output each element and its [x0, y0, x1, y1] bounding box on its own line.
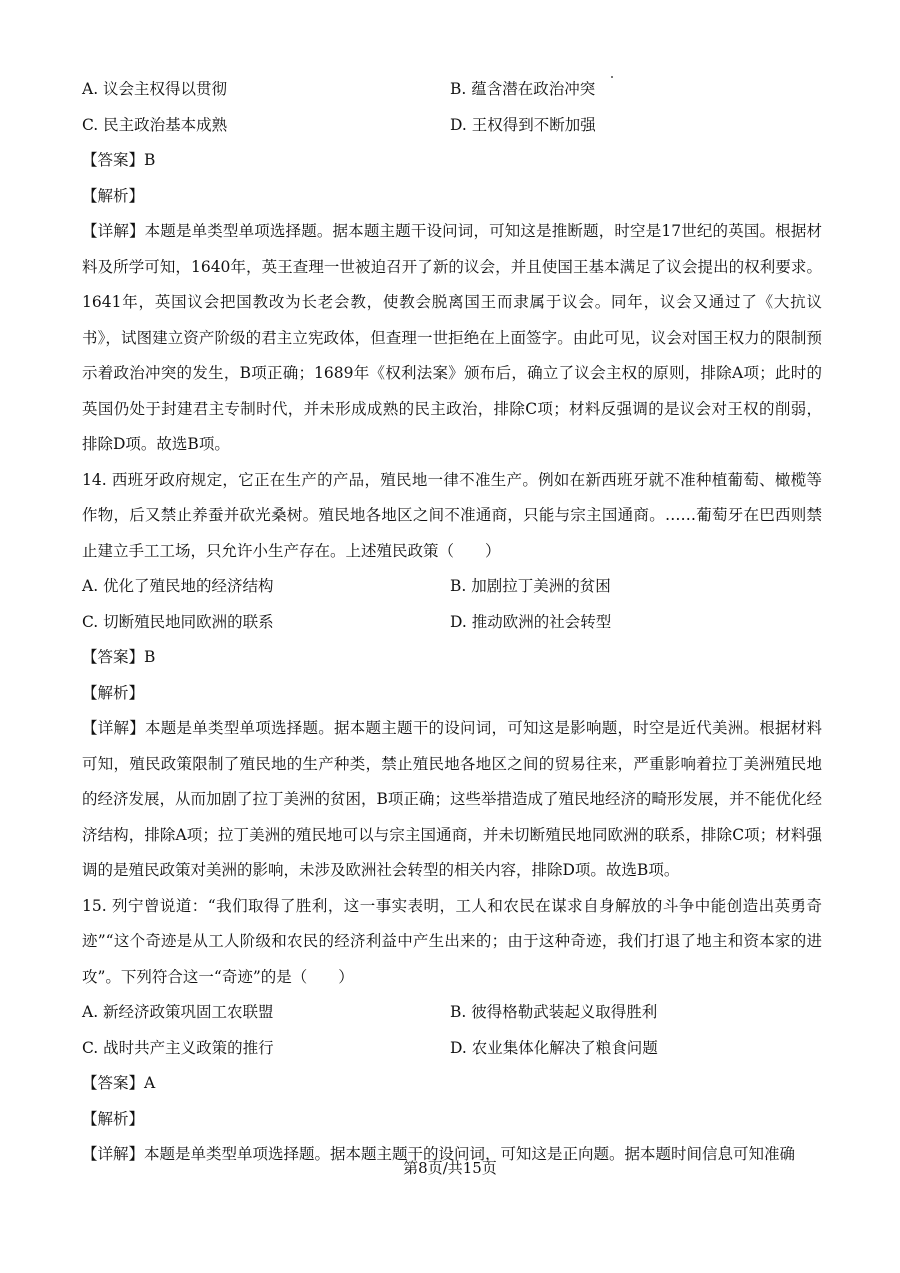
q15-answer: 【答案】A [82, 1074, 156, 1092]
page-footer: 第8页/共15页 [403, 1159, 497, 1177]
q14-option-a: A. 优化了殖民地的经济结构 [82, 577, 274, 595]
q13-option-a: A. 议会主权得以贯彻 [82, 80, 228, 98]
q13-analysis-label: 【解析】 [82, 186, 145, 205]
q13-answer: 【答案】B [82, 151, 156, 169]
q13-options-row-1 [82, 72, 822, 108]
q14-analysis-label: 【解析】 [82, 683, 145, 702]
q13-detail: 【详解】本题是单类型单项选择题。据本题主题干设问词，可知这是推断题，时空是17世纪的英国。根据材料及所学可知，1640年，英王查理一世被迫召开了新的议会，并且使国王基本满足了议会提出的权利要求。1641年，英国议会把国教改为长老会教，使教会脱离国王而隶属于议会。同年，议会又通过了《大抗议书》，试图建立资产阶级的君主立宪政体，但查理一世拒绝在上面签字。由此可见，议会对国王权力的限制预示着政治冲突的发生，B项正确；1689年《权利法案》颁布后，确立了议会主权的原则，排除A项；此时的英国仍处于封建君主专制时代，并未形成成熟的民主政治，排除C项；材料反强调的是议会对王权的削弱，排除D项。故选B项。 [82, 222, 822, 453]
document-body [82, 72, 822, 1173]
q14-answer: 【答案】B [82, 648, 156, 666]
q15-option-c: C. 战时共产主义政策的推行 [82, 1038, 274, 1057]
q13-option-c: C. 民主政治基本成熟 [82, 115, 228, 134]
q14-option-b: B. 加剧拉丁美洲的贫困 [450, 577, 611, 595]
q14-option-d: D. 推动欧洲的社会转型 [450, 612, 612, 631]
q14-detail: 【详解】本题是单类型单项选择题。据本题主题干的设问词，可知这是影响题，时空是近代美洲。根据材料可知，殖民政策限制了殖民地的生产种类，禁止殖民地各地区之间的贸易往来，严重影响着拉丁美洲殖民地的经济发展，从而加剧了拉丁美洲的贫困，B项正确；这些举措造成了殖民地经济的畸形发展，并不能优化经济结构，排除A项；拉丁美洲的殖民地可以与宗主国通商，并未切断殖民地同欧洲的联系，排除C项；材料强调的是殖民政策对美洲的影响，未涉及欧洲社会转型的相关内容，排除D项。故选B项。 [82, 719, 822, 879]
q15-option-b: B. 彼得格勒武装起义取得胜利 [450, 1003, 658, 1021]
q15-detail: 【详解】本题是单类型单项选择题。据本题主题干的设问词，可知这是正向题。据本题时间信息可知准确 [82, 1145, 796, 1163]
q13-option-d: D. 王权得到不断加强 [450, 115, 596, 134]
q15-option-d: D. 农业集体化解决了粮食问题 [450, 1038, 658, 1057]
q15-stem: 15. 列宁曾说道：“我们取得了胜利，这一事实表明，工人和农民在谋求自身解放的斗争中能创造出英勇奇迹”“这个奇迹是从工人阶级和农民的经济利益中产生出来的；由于这种奇迹，我们打退了地主和资本家的进攻”。下列符合这一“奇迹”的是（ ） [82, 896, 822, 986]
q15-option-a: A. 新经济政策巩固工农联盟 [82, 1003, 274, 1021]
q15-options-row-1 [82, 995, 822, 1031]
q14-stem: 14. 西班牙政府规定，它正在生产的产品，殖民地一律不准生产。例如在新西班牙就不准种植葡萄、橄榄等作物，后又禁止养蚕并砍光桑树。殖民地各地区之间不准通商，只能与宗主国通商。……葡萄牙在巴西则禁止建立手工工场，只允许小生产存在。上述殖民政策（ ） [82, 470, 822, 560]
q14-options-row-1 [82, 569, 822, 605]
q14-option-c: C. 切断殖民地同欧洲的联系 [82, 612, 274, 631]
q14-options-row-2 [82, 605, 822, 641]
q13-options-row-2 [82, 108, 822, 144]
q15-options-row-2 [82, 1031, 822, 1067]
q13-option-b: B. 蕴含潜在政治冲突 [450, 80, 596, 98]
q15-analysis-label: 【解析】 [82, 1109, 145, 1128]
